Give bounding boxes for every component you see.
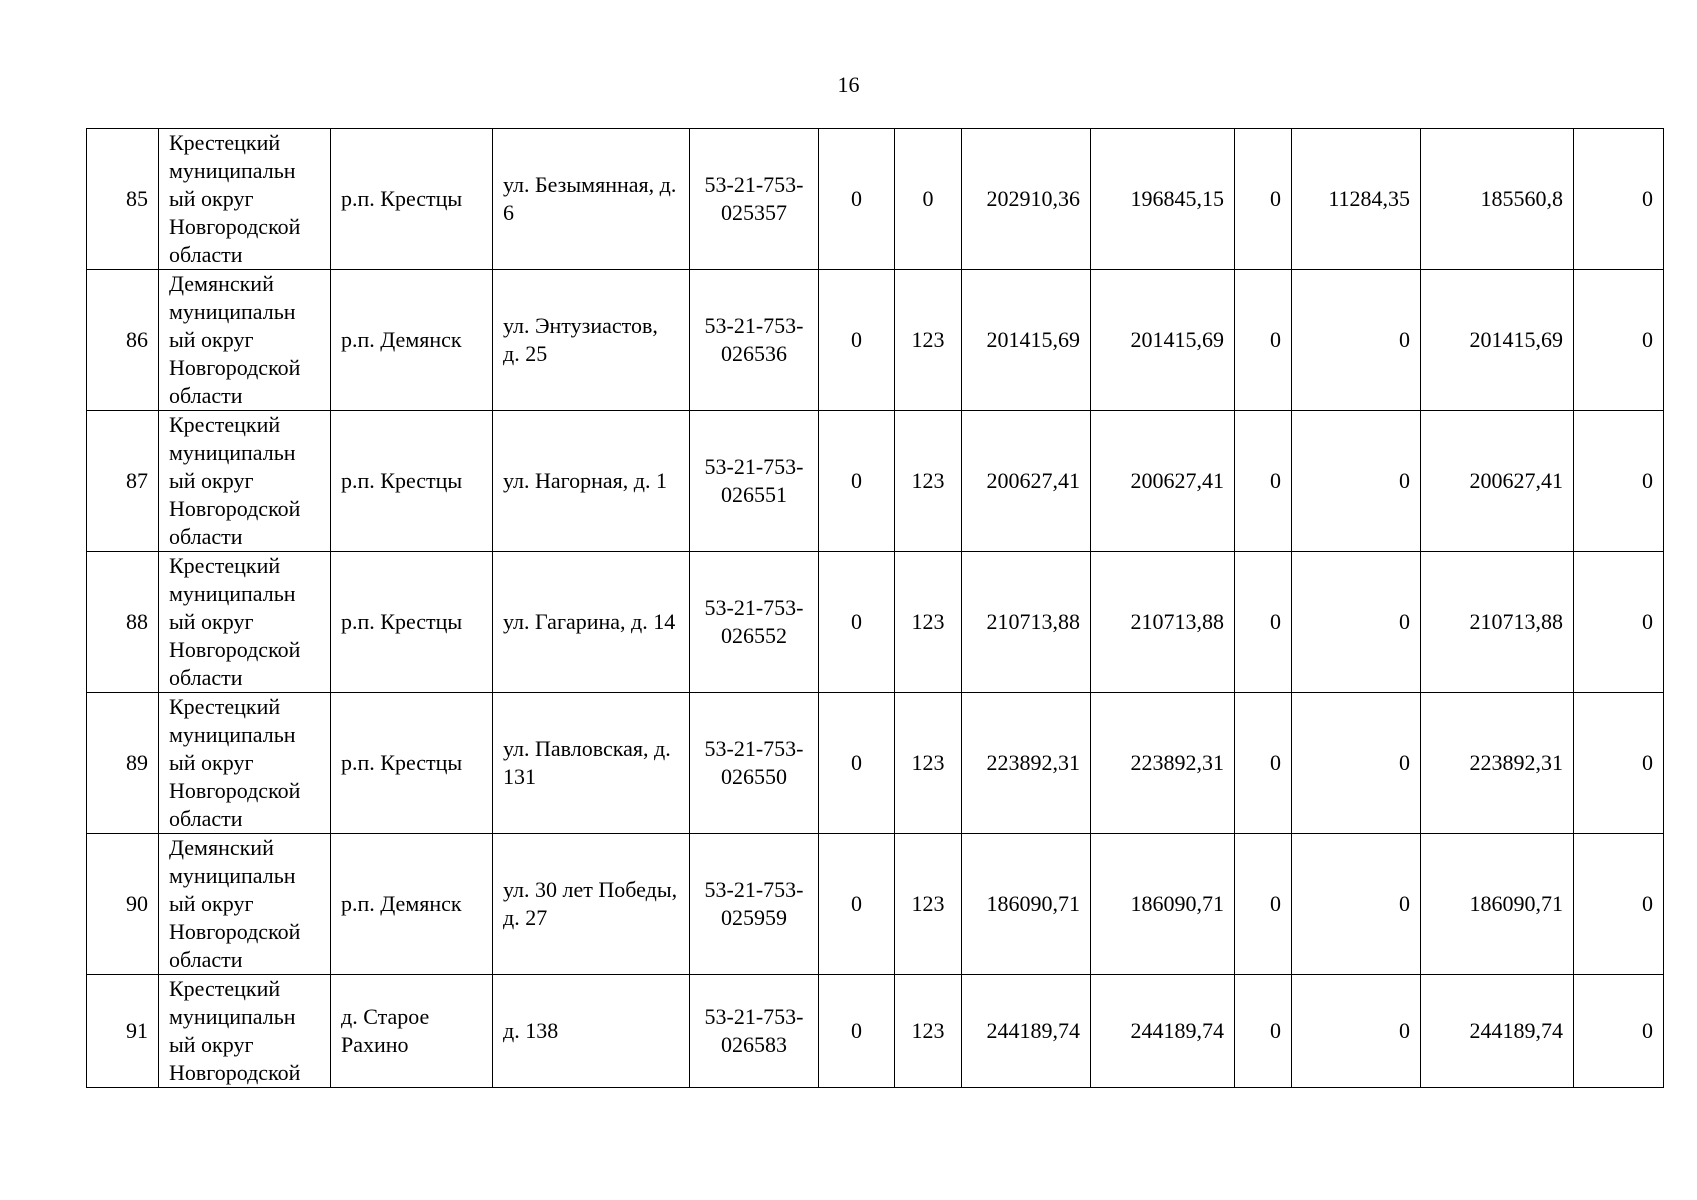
municipality-cell: Демянский муниципальн ый округ Новгородской области [159, 834, 331, 975]
row-number: 87 [87, 411, 159, 552]
amount-cell: 0 [1292, 693, 1421, 834]
row-number: 86 [87, 270, 159, 411]
municipality-cell: Крестецкий муниципальн ый округ Новгородской области [159, 411, 331, 552]
amount-cell: 210713,88 [1091, 552, 1235, 693]
code-cell: 53-21-753-026550 [690, 693, 819, 834]
municipality-cell: Крестецкий муниципальн ый округ Новгородской области [159, 693, 331, 834]
table-row [87, 270, 1664, 411]
amount-cell: 186090,71 [1091, 834, 1235, 975]
amount-cell: 0 [1235, 834, 1292, 975]
municipality-cell: Крестецкий муниципальн ый округ Новгородской [159, 975, 331, 1088]
value-cell: 123 [895, 975, 962, 1088]
code-cell: 53-21-753-025357 [690, 129, 819, 270]
value-cell: 0 [819, 693, 895, 834]
amount-cell: 200627,41 [1421, 411, 1574, 552]
amount-cell: 0 [1235, 270, 1292, 411]
amount-cell: 0 [1235, 129, 1292, 270]
amount-cell: 210713,88 [962, 552, 1091, 693]
settlement-cell: р.п. Демянск [331, 270, 493, 411]
value-cell: 0 [819, 834, 895, 975]
address-cell: ул. Энтузиастов, д. 25 [493, 270, 690, 411]
code-cell: 53-21-753-026551 [690, 411, 819, 552]
amount-cell: 186090,71 [1421, 834, 1574, 975]
amount-cell: 210713,88 [1421, 552, 1574, 693]
code-cell: 53-21-753-025959 [690, 834, 819, 975]
settlement-cell: р.п. Крестцы [331, 552, 493, 693]
table-row [87, 693, 1664, 834]
municipality-cell: Крестецкий муниципальн ый округ Новгородской области [159, 552, 331, 693]
amount-cell: 0 [1235, 552, 1292, 693]
amount-cell: 200627,41 [962, 411, 1091, 552]
row-number: 88 [87, 552, 159, 693]
amount-cell: 223892,31 [1091, 693, 1235, 834]
settlement-cell: р.п. Крестцы [331, 411, 493, 552]
row-number: 89 [87, 693, 159, 834]
settlement-cell: р.п. Крестцы [331, 693, 493, 834]
amount-cell: 0 [1235, 975, 1292, 1088]
amount-cell: 244189,74 [962, 975, 1091, 1088]
address-cell: ул. Павловская, д. 131 [493, 693, 690, 834]
amount-cell: 0 [1574, 270, 1664, 411]
table-row [87, 129, 1664, 270]
amount-cell: 186090,71 [962, 834, 1091, 975]
amount-cell: 0 [1292, 270, 1421, 411]
settlement-cell: р.п. Крестцы [331, 129, 493, 270]
value-cell: 123 [895, 693, 962, 834]
value-cell: 123 [895, 834, 962, 975]
value-cell: 0 [819, 270, 895, 411]
page-number: 16 [837, 72, 860, 97]
row-number: 90 [87, 834, 159, 975]
value-cell: 0 [819, 975, 895, 1088]
value-cell: 123 [895, 270, 962, 411]
table-row [87, 552, 1664, 693]
amount-cell: 0 [1292, 552, 1421, 693]
table-row [87, 834, 1664, 975]
amount-cell: 0 [1292, 975, 1421, 1088]
municipality-cell: Крестецкий муниципальн ый округ Новгородской области [159, 129, 331, 270]
code-cell: 53-21-753-026552 [690, 552, 819, 693]
amount-cell: 0 [1235, 693, 1292, 834]
amount-cell: 0 [1574, 975, 1664, 1088]
amount-cell: 0 [1574, 411, 1664, 552]
amount-cell: 0 [1235, 411, 1292, 552]
amount-cell: 0 [1292, 834, 1421, 975]
amount-cell: 201415,69 [1421, 270, 1574, 411]
municipality-cell: Демянский муниципальн ый округ Новгородской области [159, 270, 331, 411]
amount-cell: 200627,41 [1091, 411, 1235, 552]
amount-cell: 244189,74 [1091, 975, 1235, 1088]
amount-cell: 223892,31 [1421, 693, 1574, 834]
code-cell: 53-21-753-026536 [690, 270, 819, 411]
value-cell: 0 [819, 129, 895, 270]
address-cell: ул. 30 лет Победы, д. 27 [493, 834, 690, 975]
address-cell: д. 138 [493, 975, 690, 1088]
address-cell: ул. Нагорная, д. 1 [493, 411, 690, 552]
table-row [87, 411, 1664, 552]
value-cell: 0 [819, 411, 895, 552]
amount-cell: 0 [1574, 834, 1664, 975]
amount-cell: 11284,35 [1292, 129, 1421, 270]
settlement-cell: д. Старое Рахино [331, 975, 493, 1088]
amount-cell: 201415,69 [962, 270, 1091, 411]
amount-cell: 223892,31 [962, 693, 1091, 834]
address-cell: ул. Безымянная, д. 6 [493, 129, 690, 270]
amount-cell: 0 [1292, 411, 1421, 552]
amount-cell: 201415,69 [1091, 270, 1235, 411]
value-cell: 123 [895, 411, 962, 552]
amount-cell: 196845,15 [1091, 129, 1235, 270]
address-cell: ул. Гагарина, д. 14 [493, 552, 690, 693]
row-number: 91 [87, 975, 159, 1088]
amount-cell: 0 [1574, 693, 1664, 834]
amount-cell: 202910,36 [962, 129, 1091, 270]
row-number: 85 [87, 129, 159, 270]
amount-cell: 0 [1574, 129, 1664, 270]
amount-cell: 185560,8 [1421, 129, 1574, 270]
amount-cell: 244189,74 [1421, 975, 1574, 1088]
amount-cell: 0 [1574, 552, 1664, 693]
settlement-cell: р.п. Демянск [331, 834, 493, 975]
value-cell: 123 [895, 552, 962, 693]
table-row [87, 975, 1664, 1088]
code-cell: 53-21-753-026583 [690, 975, 819, 1088]
value-cell: 0 [895, 129, 962, 270]
registry-table [86, 128, 1664, 1088]
value-cell: 0 [819, 552, 895, 693]
